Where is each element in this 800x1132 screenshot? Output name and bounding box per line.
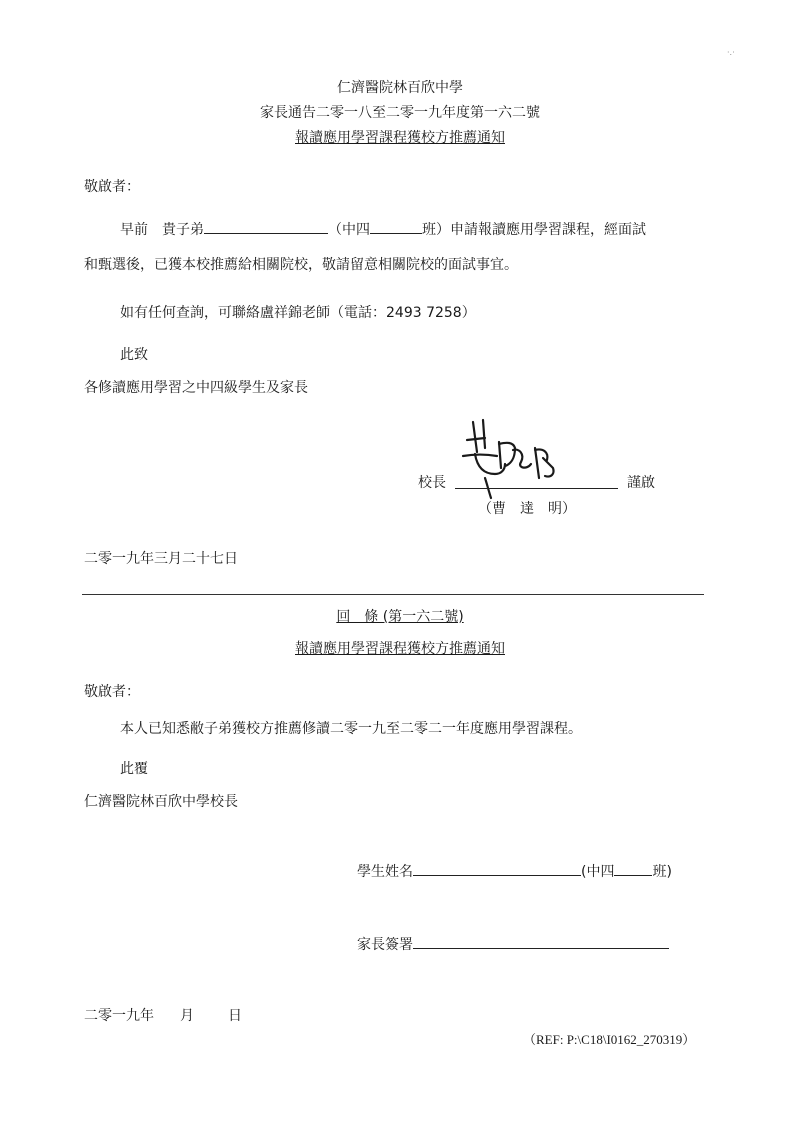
student-name-row	[357, 861, 672, 882]
parent-signature-row	[357, 934, 669, 955]
class-prefix: (中四	[581, 864, 615, 880]
principal-signature	[455, 408, 575, 500]
reply-date-day: 日	[228, 1008, 242, 1024]
reply-date	[84, 1006, 242, 1026]
student-name-field[interactable]	[413, 861, 581, 876]
signature-line	[455, 488, 618, 489]
class-field[interactable]	[614, 861, 652, 876]
reply-salutation: 敬啟者：	[84, 684, 140, 700]
notice-subject: 報讀應用學習課程獲校方推薦通知	[295, 130, 505, 146]
reply-body: 本人已知悉敝子弟獲校方推薦修讀二零一九至二零二一年度應用學習課程。	[120, 721, 582, 737]
reply-date-month: 月	[180, 1008, 194, 1024]
paragraph-1-line-1	[120, 219, 646, 240]
salutation: 敬啟者：	[84, 179, 140, 195]
paragraph-1-line-2: 和甄選後，已獲本校推薦給相關院校，敬請留意相關院校的面試事宜。	[84, 257, 518, 273]
principal-name: （曹 達 明）	[478, 501, 576, 517]
reply-slip-title: 回 條 (第一六二號)	[336, 609, 464, 625]
recipients: 各修讀應用學習之中四級學生及家長	[84, 380, 308, 396]
notice-number: 家長通告二零一八至二零一九年度第一六二號	[260, 105, 540, 121]
class-blank	[370, 219, 422, 234]
notice-date: 二零一九年三月二十七日	[84, 551, 238, 567]
school-name: 仁濟醫院林百欣中學	[337, 80, 463, 96]
parent-sign-label: 家長簽署	[357, 937, 413, 953]
p1-text-b: （中四	[328, 222, 370, 238]
student-name-label: 學生姓名	[357, 864, 413, 880]
principal-label: 校長	[418, 475, 446, 491]
paragraph-2: 如有任何查詢，可聯絡盧祥錦老師（電話：2493 7258）	[120, 305, 476, 321]
reference-code: （REF: P:\C18\I0162_270319）	[523, 1032, 696, 1047]
closing: 此致	[120, 347, 148, 363]
scan-speck: ·.·	[727, 48, 735, 57]
reply-recipient: 仁濟醫院林百欣中學校長	[84, 794, 238, 810]
p1-text-c: 班）申請報讀應用學習課程，經面試	[422, 222, 646, 238]
reply-closing: 此覆	[120, 761, 148, 777]
cut-line-divider	[82, 594, 704, 595]
signoff: 謹啟	[627, 475, 655, 491]
class-suffix: 班)	[652, 864, 672, 880]
parent-signature-field[interactable]	[413, 934, 669, 949]
reply-slip-subject: 報讀應用學習課程獲校方推薦通知	[295, 641, 505, 657]
p1-text-a: 早前 貴子弟	[120, 222, 204, 238]
reply-date-year: 二零一九年	[84, 1008, 154, 1024]
student-name-blank	[204, 219, 328, 234]
